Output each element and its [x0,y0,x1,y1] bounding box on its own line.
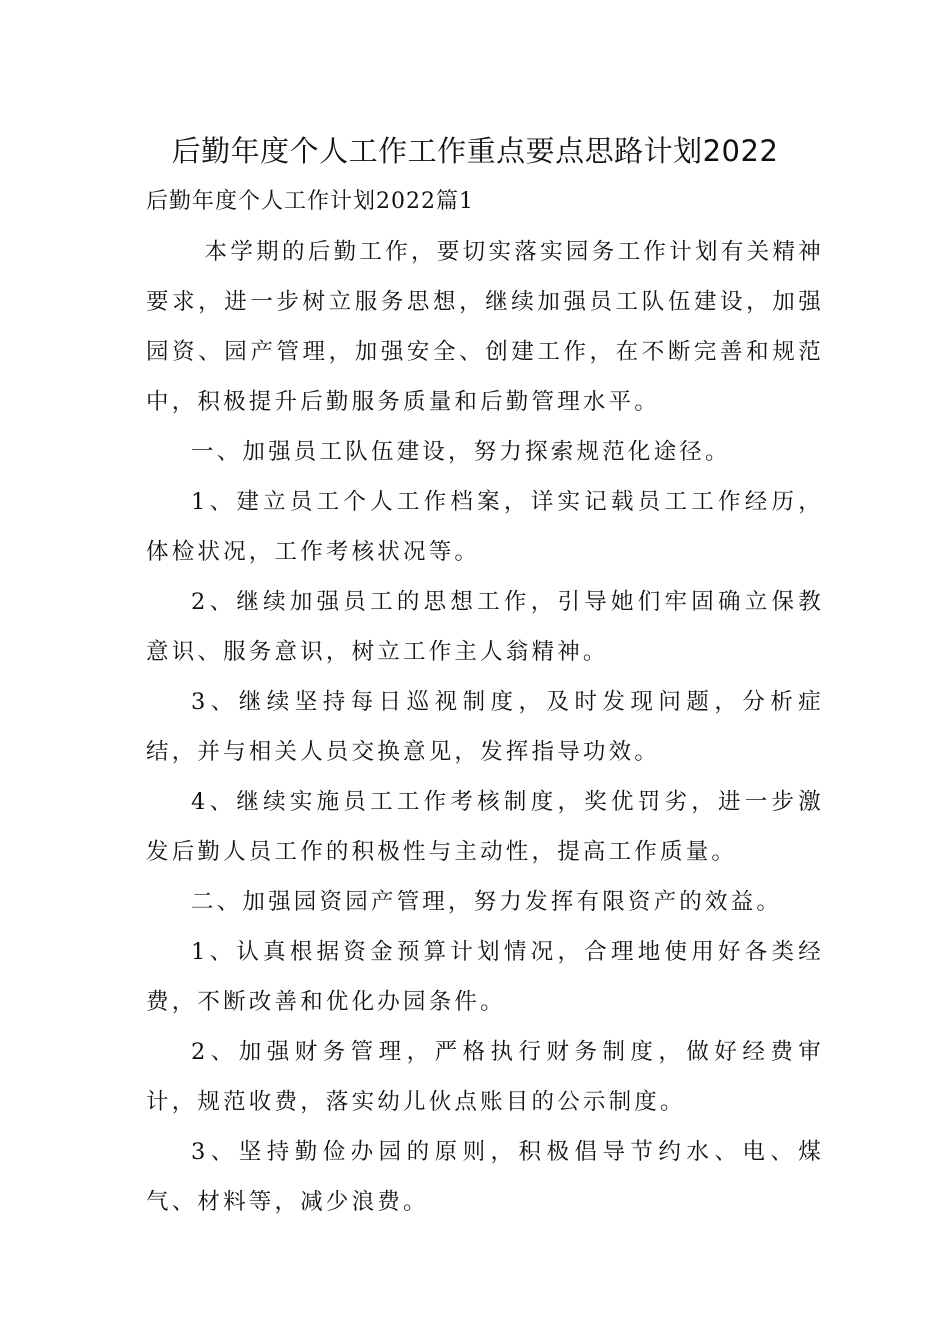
document-subtitle: 后勤年度个人工作计划2022篇1 [146,189,474,214]
list-item: 3、继续坚持每日巡视制度，及时发现问题，分析症结，并与相关人员交换意见，发挥指导功效。 [146,689,824,765]
list-item: 4、继续实施员工工作考核制度，奖优罚劣，进一步激发后勤人员工作的积极性与主动性，提高工作质量。 [146,789,824,865]
list-item: 2、加强财务管理，严格执行财务制度，做好经费审计，规范收费，落实幼儿伙点账目的公示制度。 [146,1039,824,1115]
document-title: 后勤年度个人工作工作重点要点思路计划2022 [171,134,779,168]
section-heading-1: 一、加强员工队伍建设，努力探索规范化途径。 [191,439,731,465]
list-item: 1、建立员工个人工作档案，详实记载员工工作经历，体检状况，工作考核状况等。 [146,489,824,565]
list-item: 3、坚持勤俭办园的原则，积极倡导节约水、电、煤气、材料等，减少浪费。 [146,1139,824,1215]
list-item: 1、认真根据资金预算计划情况，合理地使用好各类经费，不断改善和优化办园条件。 [146,939,824,1015]
list-item: 2、继续加强员工的思想工作，引导她们牢固确立保教意识、服务意识，树立工作主人翁精神。 [146,589,824,665]
intro-paragraph: 本学期的后勤工作，要切实落实园务工作计划有关精神要求，进一步树立服务思想，继续加强员工队伍建设，加强园资、园产管理，加强安全、创建工作，在不断完善和规范中，积极提升后勤服务质量和后勤管理水平。 [146,239,824,415]
section-heading-2: 二、加强园资园产管理，努力发挥有限资产的效益。 [191,889,783,915]
document-body [146,227,824,1227]
